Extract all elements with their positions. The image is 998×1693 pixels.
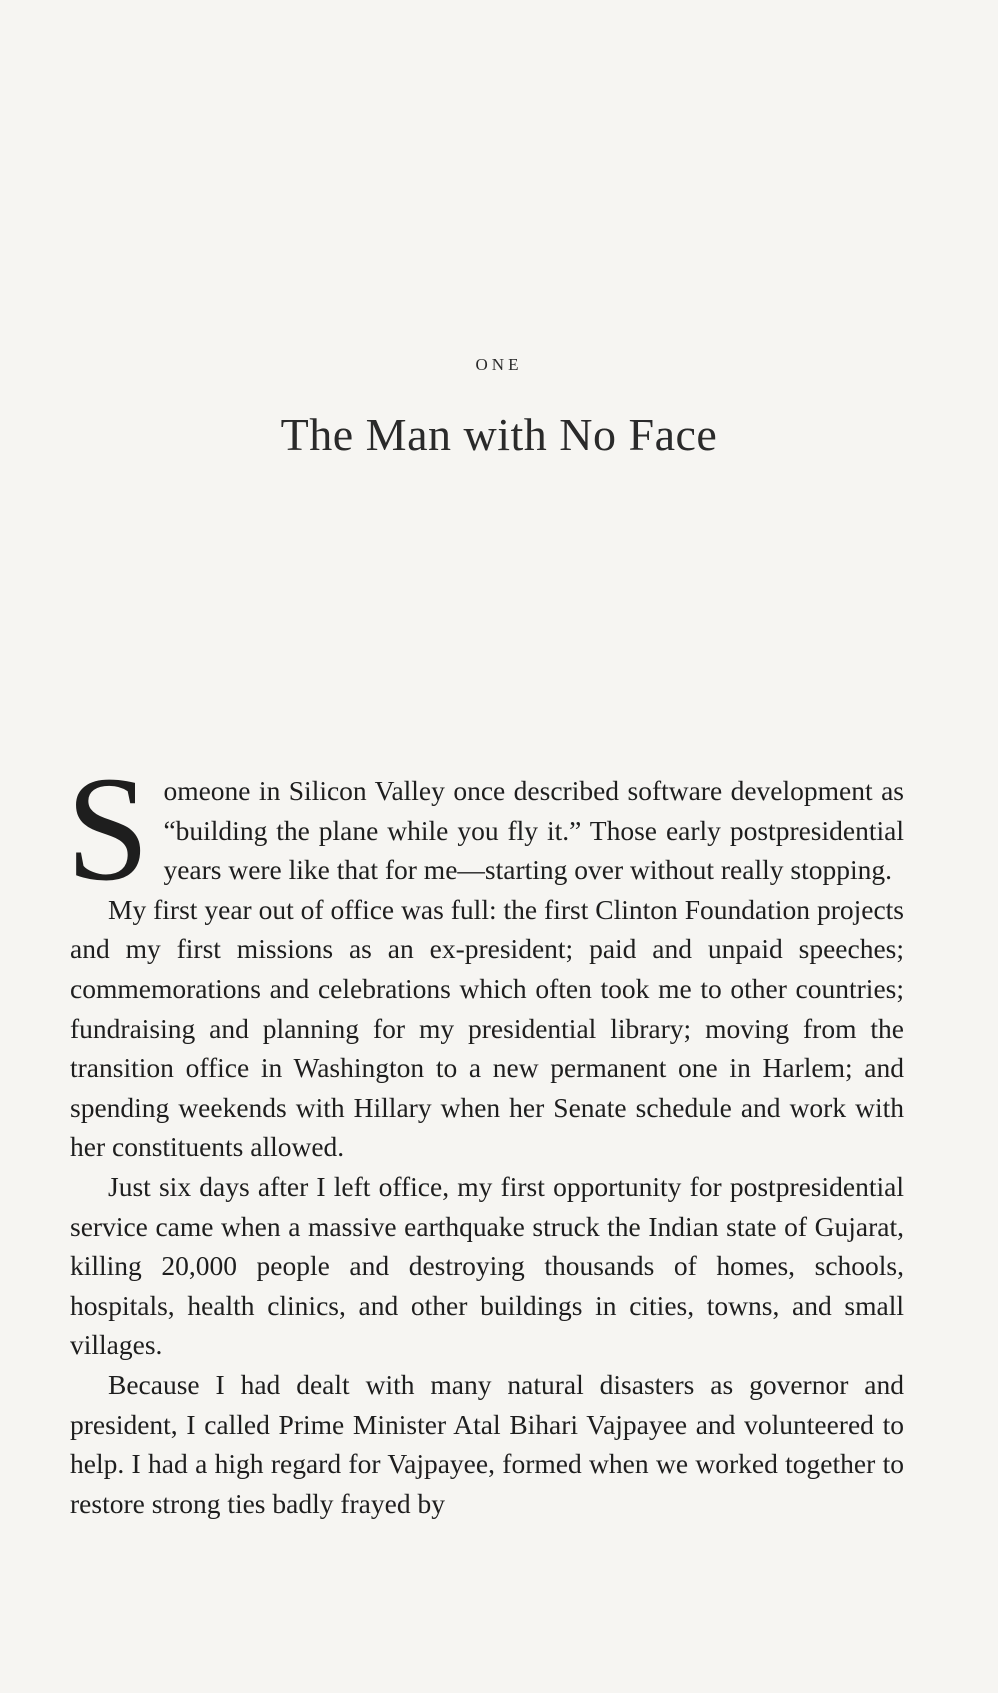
chapter-number: ONE — [475, 355, 523, 374]
paragraph-1 — [66, 746, 904, 912]
body-text — [66, 746, 904, 1523]
paragraph-3: Just six days after I left office, my first opportunity for postpresidential service came when a massive earthquake struck the Indian state of Gujarat, killing 20,000 people and destroying thousands of homes, schools, hospitals, health clinics, and other buildings in cities, towns, and small villages. — [70, 1170, 904, 1361]
paragraph-4: Because I had dealt with many natural disasters as governor and president, I called Prime Minister Atal Bihari Vajpayee and volunteered to help. I had a high regard for Vajpayee, formed when we worked together to restore strong ties badly frayed by — [70, 1368, 904, 1519]
paragraph-1-text: omeone in Silicon Valley once described software development as “building the plane while you fly it.” Those early postpresidential years were like that for me—starting over without really stopping. — [163, 775, 904, 886]
drop-cap: S — [66, 746, 150, 912]
chapter-title: The Man with No Face — [280, 409, 718, 460]
paragraph-2: My first year out of office was full: the first Clinton Foundation projects and my first missions as an ex-president; paid and unpaid speeches; commemorations and celebrations which often took me to other countries; fundraising and planning for my presidential library; moving from the transition office in Washington to a new permanent one in Harlem; and spending weekends with Hillary when her Senate schedule and work with her constituents allowed. — [70, 893, 904, 1163]
